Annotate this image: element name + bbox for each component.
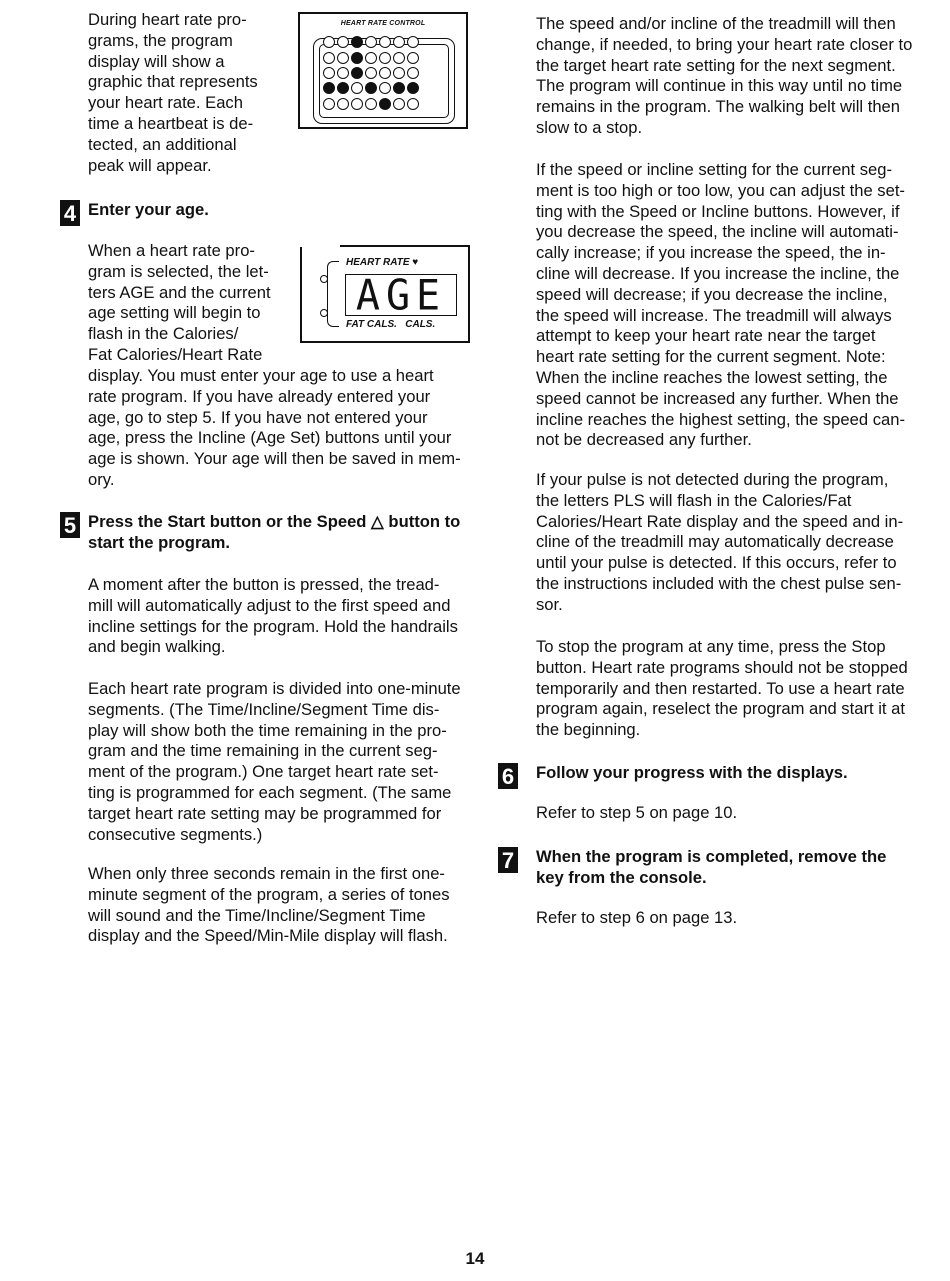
hr-dot-lit <box>337 82 349 94</box>
hr-dot-unlit <box>323 98 335 110</box>
hr-dot-lit <box>323 82 335 94</box>
hr-dot-unlit <box>323 52 335 64</box>
step-5-para-1: A moment after the button is pressed, the tread- mill will automatically adjust to the first speed and incline settings for the program. Hold the handrails and begin walking. <box>88 575 458 657</box>
hr-dot-row <box>323 98 419 110</box>
age-lcd <box>345 271 457 321</box>
right-para-2: If the speed or incline setting for the current seg- ment is too high or too low, you can adjust the set- ting with the Speed or Incline buttons. However, if you decrease the speed, the incline will automati- cally increase; if you increase the speed, the in- cline will decrease. If you increase the incline, the speed will decrease; if you decrease the incline, the speed will increase. The treadmill will always attempt to keep your heart rate near the target heart rate setting for the current segment. Note: When the incline reaches the lowest setting, the speed cannot be increased any further. When the incline reaches the highest setting, the speed can- not be decreased any further. <box>536 160 905 450</box>
step-6-title: Follow your progress with the displays. <box>536 763 848 782</box>
hr-dot-lit <box>379 98 391 110</box>
led-indicator <box>320 275 328 283</box>
heart-rate-label: HEART RATE ♥ <box>346 257 419 268</box>
step-4-badge: 4 <box>60 200 80 226</box>
hr-dot-unlit <box>337 98 349 110</box>
intro-paragraph: During heart rate pro- grams, the program display will show a graphic that represents your heart rate. Each time a heartbeat is de- tected, an additional peak will appear. <box>88 10 258 175</box>
hr-dot-lit <box>351 52 363 64</box>
cals-label: FAT CALS. CALS. <box>346 319 436 330</box>
heart-rate-control-graphic <box>298 12 468 129</box>
hr-dot-unlit <box>365 67 377 79</box>
hr-dot-unlit <box>407 98 419 110</box>
step-6-text: Refer to step 5 on page 10. <box>536 803 738 822</box>
hr-dot-row <box>323 67 419 79</box>
hr-dot-unlit <box>393 98 405 110</box>
step-7-title: When the program is completed, remove the key from the console. <box>536 847 887 887</box>
hr-dot-unlit <box>323 36 335 48</box>
hr-dot-unlit <box>379 82 391 94</box>
hr-dot-unlit <box>407 67 419 79</box>
hr-dot-unlit <box>379 67 391 79</box>
hr-dot-unlit <box>407 52 419 64</box>
hr-dot-row <box>323 52 419 64</box>
hr-dot-unlit <box>379 36 391 48</box>
hr-panel-title: HEART RATE CONTROL <box>340 20 426 27</box>
hr-dot-unlit <box>393 67 405 79</box>
led-indicator <box>320 309 328 317</box>
step-5-para-2: Each heart rate program is divided into one-minute segments. (The Time/Incline/Segment Time dis- play will show both the time remaining in the pro- gram and the time remaining in the current seg- ment of the program.) One target heart rate set- ting is programmed for each segment. (The same target heart rate setting may be programmed for consecutive segments.) <box>88 679 461 844</box>
hr-dot-lit <box>351 67 363 79</box>
step-5-badge: 5 <box>60 512 80 538</box>
step-7-badge: 7 <box>498 847 518 873</box>
step-4-title: Enter your age. <box>88 200 209 219</box>
right-para-4: To stop the program at any time, press the Stop button. Heart rate programs should not be stopped temporarily and then restarted. To use a heart rate program again, reselect the program and start it at the beginning. <box>536 637 908 740</box>
hr-dot-unlit <box>365 52 377 64</box>
hr-dot-lit <box>365 82 377 94</box>
page-number: 14 <box>465 1249 485 1268</box>
hr-dot-lit <box>351 36 363 48</box>
step-5-title: Press the Start button or the Speed △ button to start the program. <box>88 512 461 552</box>
hr-grid-frame <box>313 38 455 124</box>
hr-dot-unlit <box>351 82 363 94</box>
age-digits: AGE <box>355 271 447 321</box>
step-5-para-3: When only three seconds remain in the first one- minute segment of the program, a series of tones will sound and the Time/Incline/Segment Time display and the Speed/Min-Mile display will flash. <box>88 864 450 946</box>
hr-dot-unlit <box>337 67 349 79</box>
age-display-graphic <box>300 247 470 343</box>
hr-dot-row <box>323 82 419 94</box>
hr-dot-unlit <box>365 98 377 110</box>
hr-dot-unlit <box>323 67 335 79</box>
step-4-text: display. You must enter your age to use a heart rate program. If you have already entered your age, go to step 5. If you have not entered your age, press the Incline (Age Set) buttons until your age is shown. Your age will then be saved in mem- ory. <box>88 366 461 489</box>
hr-dot-unlit <box>393 36 405 48</box>
right-para-3: If your pulse is not detected during the program, the letters PLS will flash in the Calories/Fat Calories/Heart Rate display and the speed and in- cline of the treadmill may automatically decrease until your pulse is detected. If this occurs, refer to the instructions included with the chest pulse sen- sor. <box>536 470 904 614</box>
hr-dot-unlit <box>379 52 391 64</box>
hr-dot-unlit <box>393 52 405 64</box>
step-4-wrap-text: When a heart rate pro- gram is selected, the let- ters AGE and the current age setting will begin to flash in the Calories/ Fat Calories/Heart Rate <box>88 241 271 364</box>
step-7-text: Refer to step 6 on page 13. <box>536 908 738 927</box>
hr-dot-unlit <box>407 36 419 48</box>
hr-dot-unlit <box>365 36 377 48</box>
hr-dot-lit <box>393 82 405 94</box>
hr-dot-unlit <box>337 36 349 48</box>
step-6-badge: 6 <box>498 763 518 789</box>
hr-dot-unlit <box>337 52 349 64</box>
hr-dot-lit <box>407 82 419 94</box>
right-para-1: The speed and/or incline of the treadmill will then change, if needed, to bring your heart rate closer to the target heart rate setting for the next segment. The program will continue in this way until no time remains in the program. The walking belt will then slow to a stop. <box>536 14 913 137</box>
hr-dot-unlit <box>351 98 363 110</box>
hr-dot-row <box>323 36 419 48</box>
